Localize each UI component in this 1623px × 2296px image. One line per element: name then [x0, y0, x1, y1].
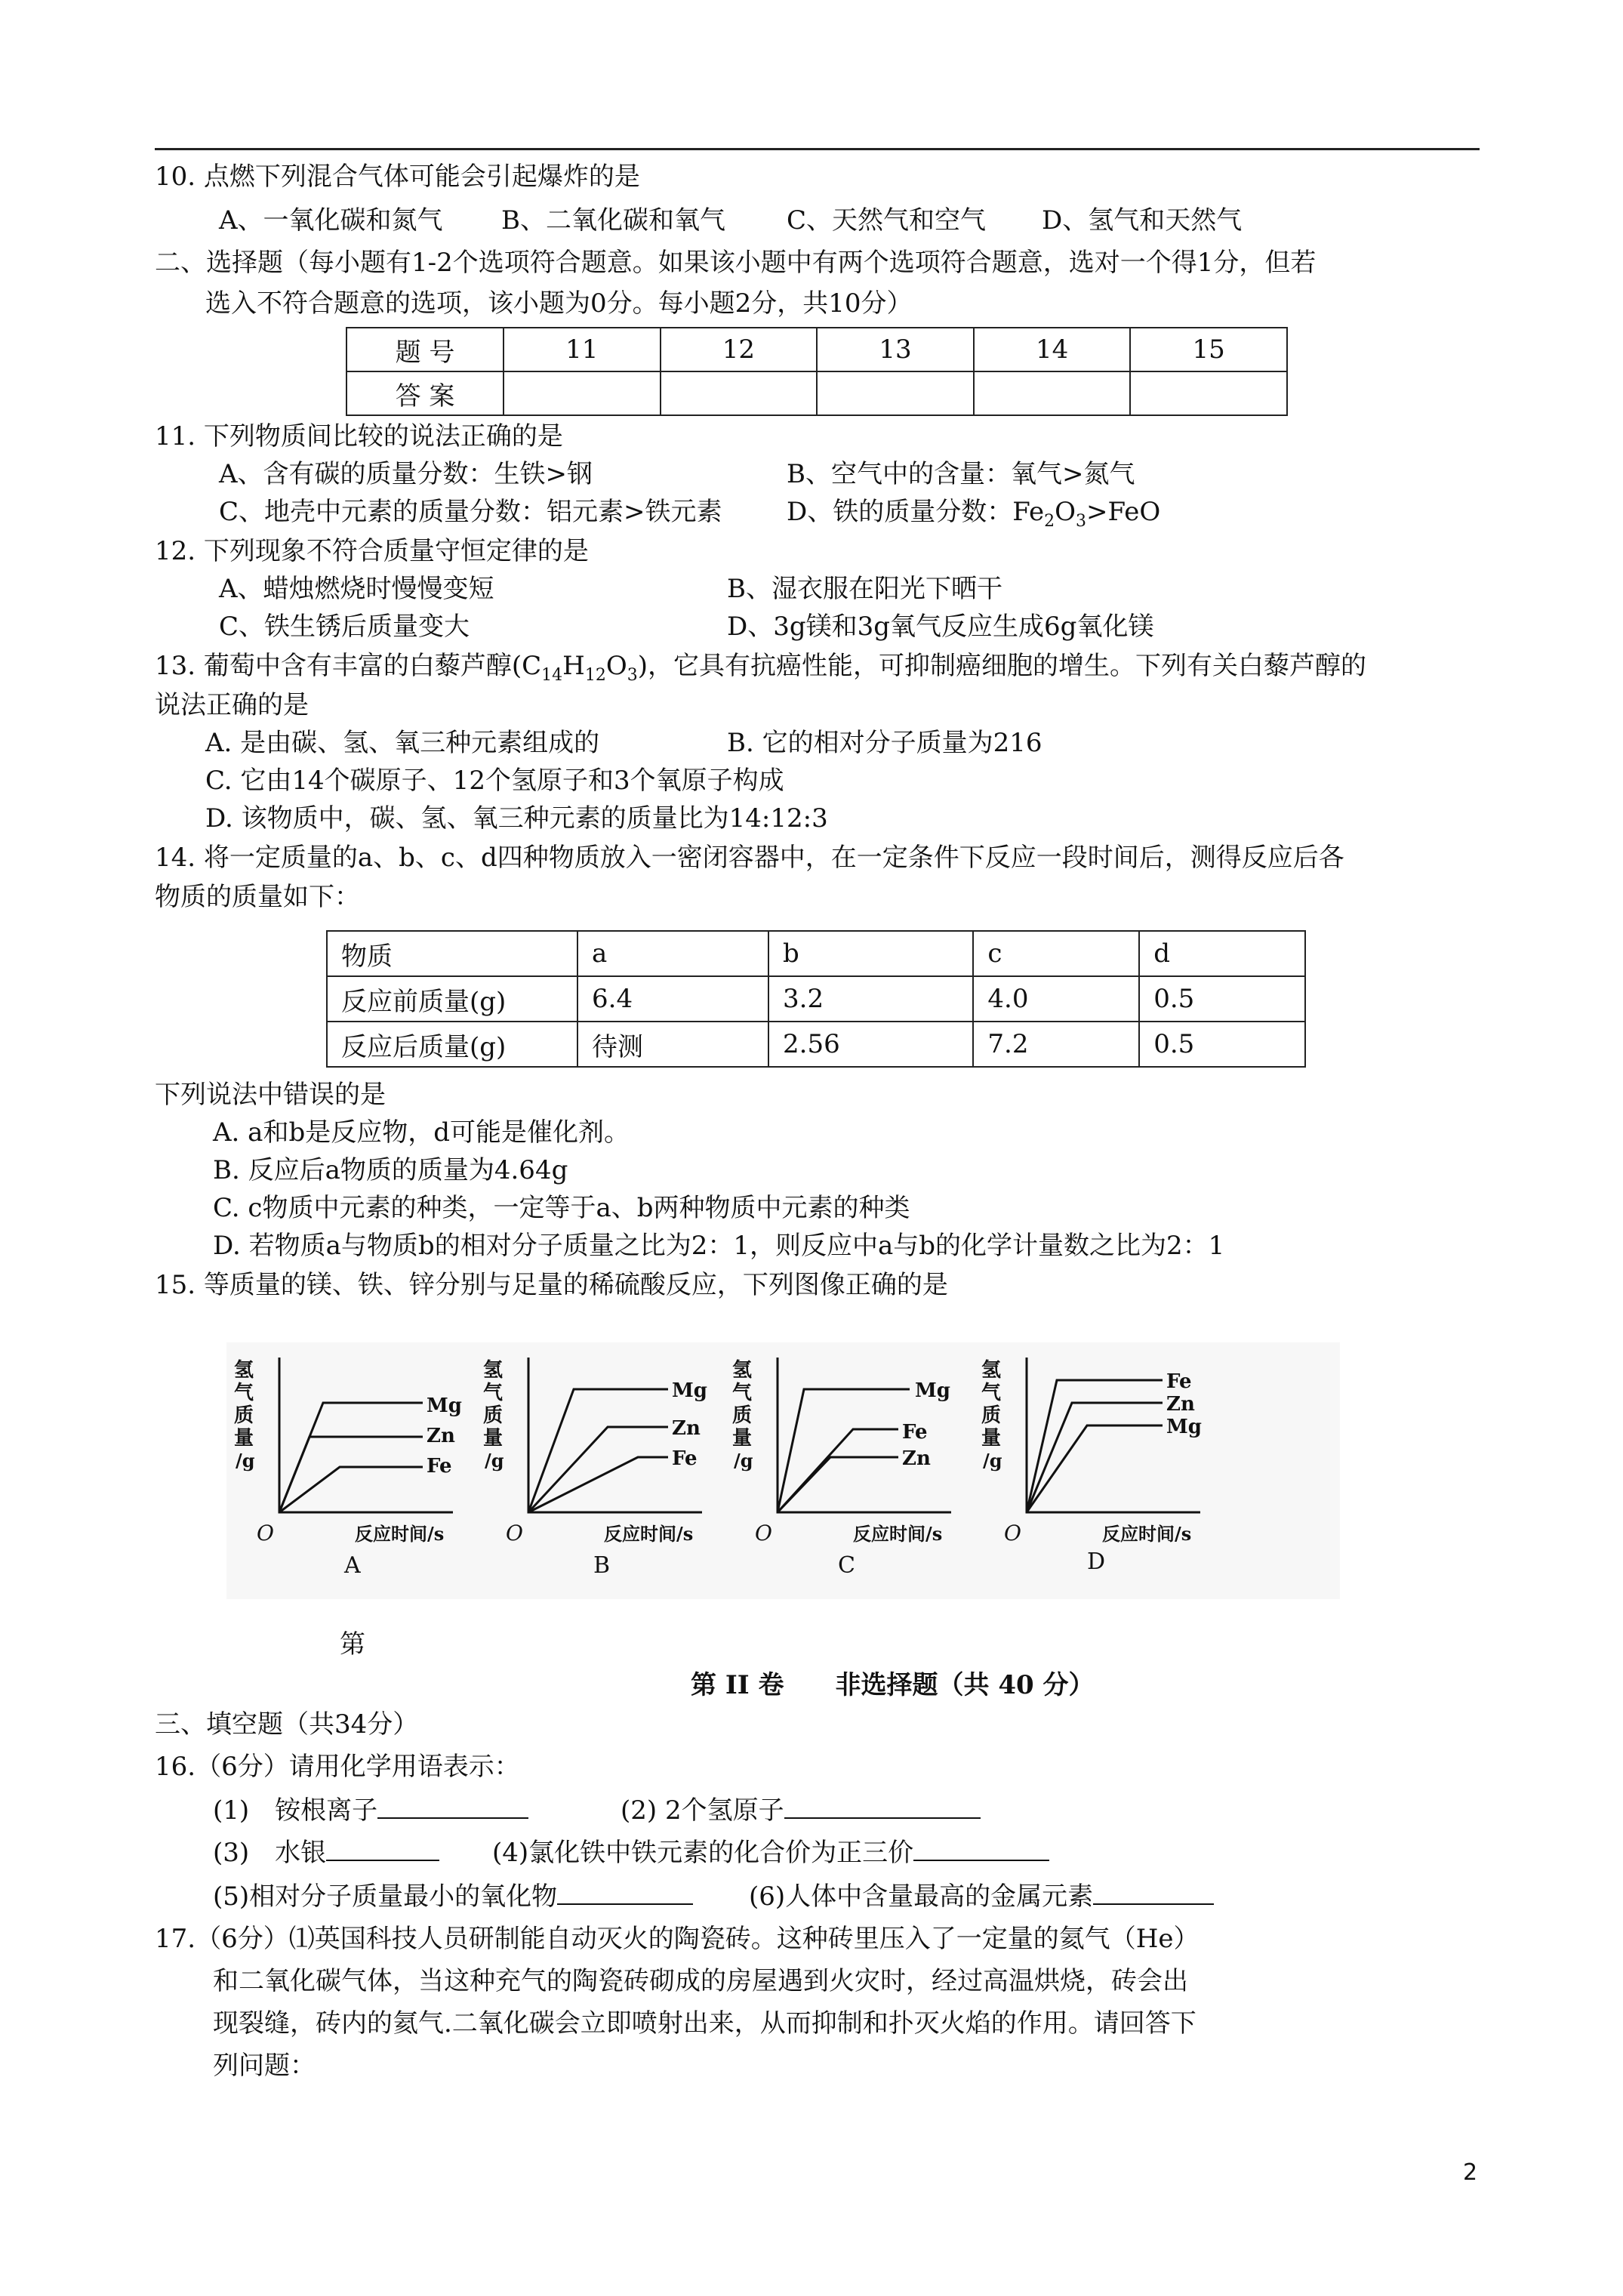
graph-series-label: Zn	[427, 1425, 455, 1447]
q15-graphs-svg	[226, 1342, 1340, 1599]
graph-letter: C	[838, 1552, 855, 1579]
graph-series-label: Fe	[902, 1421, 928, 1444]
q17-line-2: 和二氧化碳气体，当这种充气的陶瓷砖砌成的房屋遇到火灾时，经过高温烘烧，砖会出	[213, 1966, 1188, 1996]
graph-ylabel: 气	[234, 1382, 254, 1404]
table-cell: 14	[974, 328, 1131, 371]
graph-panel-d	[981, 1359, 1202, 1575]
table-cell: d	[1139, 931, 1305, 976]
q15-stem: 15. 等质量的镁、铁、锌分别与足量的稀硫酸反应，下列图像正确的是	[155, 1270, 948, 1300]
q17-line-3: 现裂缝，砖内的氦气.二氧化碳会立即喷射出来，从而抑制和扑灭火焰的作用。请回答下	[213, 2008, 1196, 2039]
graph-xlabel: 反应时间/s	[853, 1523, 943, 1545]
item-label: (2) 2个氢原子	[621, 1795, 784, 1826]
subscript: 3	[627, 665, 638, 685]
q17-line-4: 列问题：	[213, 2051, 316, 2081]
graph-series-label: Zn	[902, 1447, 931, 1470]
graph-series-label: Mg	[1166, 1416, 1202, 1438]
text-part: O	[605, 651, 627, 681]
subscript: 14	[541, 665, 563, 685]
graph-letter: D	[1087, 1549, 1106, 1575]
q11-option-a: A、含有碳的质量分数：生铁>钢	[219, 459, 593, 489]
graph-panel-b	[483, 1359, 707, 1579]
answer-table-answer-row	[346, 371, 1287, 415]
item-label: (1) 铵根离子	[213, 1795, 378, 1826]
table-cell: 13	[817, 328, 974, 371]
table-cell: b	[768, 931, 973, 976]
table-cell: 12	[661, 328, 818, 371]
blank-field[interactable]	[557, 1881, 693, 1905]
graph-panel-c	[732, 1359, 950, 1579]
page-number: 2	[1463, 2159, 1478, 2186]
graph-xlabel: 反应时间/s	[355, 1523, 445, 1545]
graph-ylabel: 量	[483, 1427, 504, 1450]
section2-heading-cont: 选入不符合题意的选项，该小题为0分。每小题2分，共10分）	[205, 288, 913, 319]
q16-item-5	[213, 1880, 693, 1913]
graph-ylabel: 氢	[483, 1359, 504, 1382]
table-cell: 6.4	[577, 976, 768, 1022]
answer-cell[interactable]	[974, 371, 1131, 415]
q10-option-d: D、氢气和天然气	[1042, 205, 1243, 236]
answer-cell[interactable]	[504, 371, 661, 415]
q14-option-a: A. a和b是反应物，d可能是催化剂。	[213, 1117, 630, 1148]
graph-ylabel: 质	[981, 1404, 1002, 1427]
table-header-row	[327, 931, 1305, 976]
graph-ylabel: /g	[485, 1450, 504, 1472]
q14-option-b: B. 反应后a物质的质量为4.64g	[213, 1155, 568, 1185]
q11-stem: 11. 下列物质间比较的说法正确的是	[155, 421, 563, 451]
section3-heading: 三、填空题（共34分）	[155, 1709, 419, 1740]
answer-cell[interactable]	[1130, 371, 1287, 415]
graph-curve-fe	[279, 1467, 423, 1512]
blank-field[interactable]	[1093, 1881, 1214, 1905]
graph-ylabel: /g	[236, 1450, 255, 1472]
text-part: D、铁的质量分数：Fe	[787, 497, 1045, 527]
table-row	[327, 976, 1305, 1022]
graph-curve-fe	[778, 1429, 898, 1512]
item-label: (5)相对分子质量最小的氧化物	[213, 1881, 558, 1912]
graph-series-label: Fe	[672, 1447, 698, 1470]
graph-series-label: Mg	[915, 1379, 950, 1402]
graph-ylabel: 氢	[981, 1359, 1002, 1382]
table-cell: 2.56	[768, 1022, 973, 1067]
mass-table	[326, 930, 1306, 1068]
graph-series-label: Fe	[427, 1455, 452, 1478]
answer-table	[346, 327, 1288, 416]
subscript: 3	[1076, 511, 1086, 531]
q13-stem	[155, 649, 1366, 692]
q10-option-b: B、二氧化碳和氧气	[501, 205, 725, 236]
section2-heading: 二、选择题（每小题有1-2个选项符合题意。如果该小题中有两个选项符合题意，选对一个得1分，但若	[155, 248, 1317, 278]
graph-letter: B	[593, 1552, 611, 1579]
q16-item-6	[749, 1880, 1214, 1913]
graph-letter: A	[344, 1552, 361, 1579]
graph-origin: O	[257, 1521, 274, 1546]
graph-ylabel: 质	[732, 1404, 753, 1427]
graph-origin: O	[755, 1521, 772, 1546]
graph-curve-fe	[1027, 1380, 1163, 1512]
graph-ylabel: 气	[732, 1382, 753, 1404]
q12-option-b: B、湿衣服在阳光下晒干	[727, 574, 1002, 604]
blank-field[interactable]	[326, 1837, 439, 1861]
table-cell: 答 案	[346, 371, 504, 415]
graph-xlabel: 反应时间/s	[604, 1523, 694, 1545]
q14-lead: 下列说法中错误的是	[155, 1080, 386, 1110]
q16-item-4	[492, 1836, 1049, 1869]
table-cell: 0.5	[1139, 976, 1305, 1022]
stray-char: 第	[340, 1629, 365, 1660]
blank-field[interactable]	[784, 1795, 981, 1819]
q11-option-d	[787, 495, 1160, 538]
q11-option-c: C、地壳中元素的质量分数：铝元素>铁元素	[219, 497, 722, 527]
graph-ylabel: 量	[981, 1427, 1002, 1450]
graph-ylabel: 气	[483, 1382, 504, 1404]
graph-ylabel: 量	[234, 1427, 254, 1450]
table-cell: 反应后质量(g)	[327, 1022, 577, 1067]
table-cell: 反应前质量(g)	[327, 976, 577, 1022]
part2-title: 第 II 卷 非选择题（共 40 分）	[691, 1670, 1095, 1700]
text-part: >FeO	[1086, 497, 1161, 527]
q13-option-b: B. 它的相对分子质量为216	[727, 728, 1042, 758]
graph-curve-mg	[1027, 1425, 1163, 1512]
table-cell: 4.0	[973, 976, 1139, 1022]
q16-item-3	[213, 1836, 439, 1869]
graph-ylabel: 气	[981, 1382, 1002, 1404]
item-label: (6)人体中含量最高的金属元素	[749, 1881, 1094, 1912]
graph-curve-zn	[528, 1427, 668, 1512]
graph-series-label: Zn	[672, 1417, 701, 1440]
item-label: (3) 水银	[213, 1838, 327, 1868]
graph-curve-zn	[778, 1457, 898, 1512]
q15-graph-figure	[226, 1342, 1340, 1599]
q14-stem-cont: 物质的质量如下：	[155, 882, 360, 912]
graph-series-label: Mg	[427, 1395, 462, 1417]
blank-field[interactable]	[377, 1795, 528, 1819]
text-part: H	[562, 651, 585, 681]
subscript: 2	[1044, 511, 1055, 531]
graph-ylabel: /g	[734, 1450, 753, 1472]
blank-field[interactable]	[913, 1837, 1049, 1861]
q13-option-c: C. 它由14个碳原子、12个氢原子和3个氧原子构成	[205, 766, 784, 796]
q12-option-d: D、3g镁和3g氧气反应生成6g氧化镁	[727, 612, 1154, 642]
q17-line-1: 17.（6分）⑴英国科技人员研制能自动灭火的陶瓷砖。这种砖里压入了一定量的氦气（He）	[155, 1924, 1200, 1954]
table-cell: 0.5	[1139, 1022, 1305, 1067]
answer-table-number-row	[346, 328, 1287, 371]
table-cell: 15	[1130, 328, 1287, 371]
q10-option-a: A、一氧化碳和氮气	[219, 205, 443, 236]
graph-origin: O	[506, 1521, 523, 1546]
table-cell: 物质	[327, 931, 577, 976]
graph-series-label: Mg	[672, 1379, 707, 1402]
q13-stem-cont: 说法正确的是	[155, 690, 309, 720]
q10-option-c: C、天然气和空气	[787, 205, 987, 236]
graph-ylabel: 质	[234, 1404, 254, 1427]
q13-option-d: D. 该物质中，碳、氢、氧三种元素的质量比为14:12:3	[205, 803, 828, 834]
q12-stem: 12. 下列现象不符合质量守恒定律的是	[155, 536, 589, 566]
q10-stem: 10. 点燃下列混合气体可能会引起爆炸的是	[155, 162, 640, 192]
top-rule	[155, 148, 1480, 150]
q16-item-2	[621, 1794, 981, 1827]
q16-item-1	[213, 1794, 528, 1827]
q16-stem: 16.（6分）请用化学用语表示：	[155, 1752, 520, 1782]
q14-option-c: C. c物质中元素的种类，一定等于a、b两种物质中元素的种类	[213, 1193, 910, 1223]
graph-xlabel: 反应时间/s	[1102, 1523, 1192, 1545]
graph-origin: O	[1004, 1521, 1021, 1546]
table-cell: 题 号	[346, 328, 504, 371]
graph-ylabel: 质	[483, 1404, 504, 1427]
text-part: O	[1055, 497, 1076, 527]
q13-option-a: A. 是由碳、氢、氧三种元素组成的	[205, 728, 600, 758]
item-label: (4)氯化铁中铁元素的化合价为正三价	[492, 1838, 914, 1868]
q11-option-b: B、空气中的含量：氧气>氮气	[787, 459, 1135, 489]
q14-option-d: D. 若物质a与物质b的相对分子质量之比为2：1，则反应中a与b的化学计量数之比为2：1	[213, 1231, 1225, 1261]
graph-ylabel: 氢	[234, 1359, 254, 1382]
graph-series-label: Zn	[1166, 1393, 1195, 1416]
graph-ylabel: 量	[732, 1427, 753, 1450]
graph-curve-fe	[528, 1457, 668, 1512]
answer-cell[interactable]	[817, 371, 974, 415]
table-row	[327, 1022, 1305, 1067]
q12-option-c: C、铁生锈后质量变大	[219, 612, 470, 642]
graph-curve-zn	[279, 1437, 423, 1512]
q14-stem: 14. 将一定质量的a、b、c、d四种物质放入一密闭容器中，在一定条件下反应一段时间后，测得反应后各	[155, 843, 1344, 873]
table-cell: 3.2	[768, 976, 973, 1022]
graph-curve-mg	[528, 1389, 668, 1512]
table-cell: a	[577, 931, 768, 976]
graph-ylabel: /g	[983, 1450, 1002, 1472]
graph-panel-a	[234, 1359, 462, 1579]
text-part: )，它具有抗癌性能，可抑制癌细胞的增生。下列有关白藜芦醇的	[637, 651, 1366, 681]
table-cell: 待测	[577, 1022, 768, 1067]
table-cell: 11	[504, 328, 661, 371]
graph-ylabel: 氢	[732, 1359, 753, 1382]
graph-series-label: Fe	[1166, 1370, 1192, 1393]
graph-curve-mg	[778, 1389, 910, 1512]
text-part: 13. 葡萄中含有丰富的白藜芦醇(C	[155, 651, 542, 681]
answer-cell[interactable]	[661, 371, 818, 415]
table-cell: 7.2	[973, 1022, 1139, 1067]
subscript: 12	[584, 665, 606, 685]
table-cell: c	[973, 931, 1139, 976]
q12-option-a: A、蜡烛燃烧时慢慢变短	[219, 574, 494, 604]
